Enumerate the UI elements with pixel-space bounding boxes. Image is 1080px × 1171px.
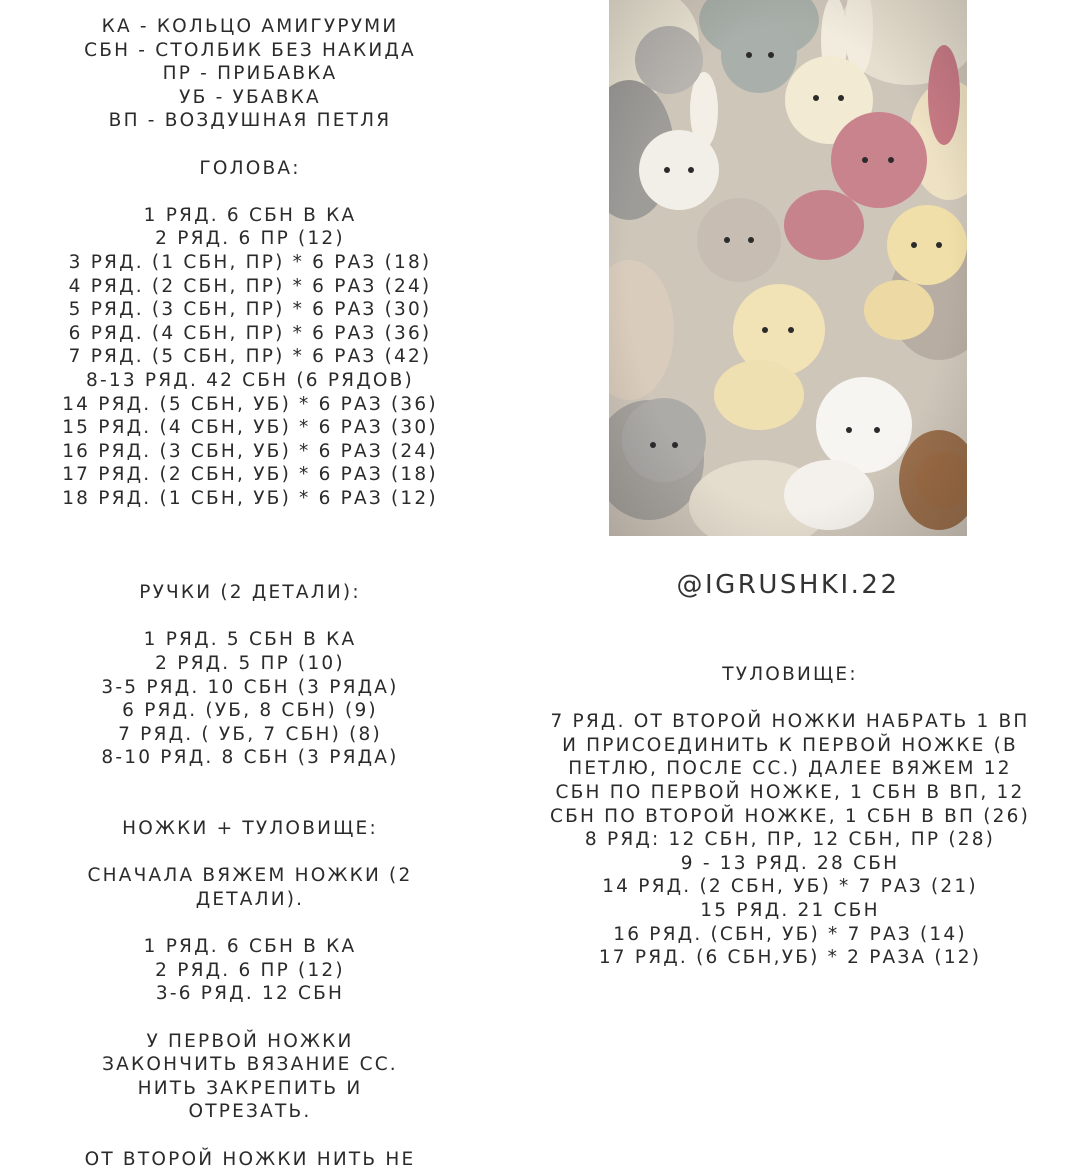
head-row: 18 РЯД. (1 СБН, УБ) * 6 РАЗ (12) xyxy=(0,487,500,511)
legs-row: 3-6 РЯД. 12 СБН xyxy=(0,982,500,1006)
legend-block xyxy=(0,15,500,133)
arms-row: 2 РЯД. 5 ПР (10) xyxy=(0,652,500,676)
head-row: 1 РЯД. 6 СБН В КА xyxy=(0,204,500,228)
head-row: 2 РЯД. 6 ПР (12) xyxy=(0,227,500,251)
body-row: 9 - 13 РЯД. 28 СБН xyxy=(515,852,1065,876)
left-column xyxy=(0,15,500,1171)
head-row: 7 РЯД. (5 СБН, ПР) * 6 РАЗ (42) xyxy=(0,345,500,369)
head-row: 17 РЯД. (2 СБН, УБ) * 6 РАЗ (18) xyxy=(0,463,500,487)
legs-note-line: ЗАКОНЧИТЬ ВЯЗАНИЕ СС. xyxy=(0,1053,500,1077)
legend-line: ВП - ВОЗДУШНАЯ ПЕТЛЯ xyxy=(0,109,500,133)
head-row: 15 РЯД. (4 СБН, УБ) * 6 РАЗ (30) xyxy=(0,416,500,440)
head-rows xyxy=(0,204,500,511)
body-row: 14 РЯД. (2 СБН, УБ) * 7 РАЗ (21) xyxy=(515,875,1065,899)
legend-line: КА - КОЛЬЦО АМИГУРУМИ xyxy=(0,15,500,39)
body-row: СБН ПО ПЕРВОЙ НОЖКЕ, 1 СБН В ВП, 12 xyxy=(515,781,1065,805)
body-row: 17 РЯД. (6 СБН,УБ) * 2 РАЗА (12) xyxy=(515,946,1065,970)
legs-intro-line: ДЕТАЛИ). xyxy=(0,888,500,912)
body-row: 8 РЯД: 12 СБН, ПР, 12 СБН, ПР (28) xyxy=(515,828,1065,852)
legend-line: УБ - УБАВКА xyxy=(0,86,500,110)
head-row: 14 РЯД. (5 СБН, УБ) * 6 РАЗ (36) xyxy=(0,393,500,417)
legs-row: 2 РЯД. 6 ПР (12) xyxy=(0,959,500,983)
head-row: 8-13 РЯД. 42 СБН (6 РЯДОВ) xyxy=(0,369,500,393)
right-column xyxy=(515,663,1065,970)
legs-note2-line: ОТ ВТОРОЙ НОЖКИ НИТЬ НЕ xyxy=(0,1148,500,1171)
body-row: 15 РЯД. 21 СБН xyxy=(515,899,1065,923)
head-row: 3 РЯД. (1 СБН, ПР) * 6 РАЗ (18) xyxy=(0,251,500,275)
body-row: ПЕТЛЮ, ПОСЛЕ СС.) ДАЛЕЕ ВЯЖЕМ 12 xyxy=(515,757,1065,781)
legend-line: ПР - ПРИБАВКА xyxy=(0,62,500,86)
arms-row: 3-5 РЯД. 10 СБН (3 РЯДА) xyxy=(0,676,500,700)
head-row: 4 РЯД. (2 СБН, ПР) * 6 РАЗ (24) xyxy=(0,275,500,299)
arms-row: 8-10 РЯД. 8 СБН (3 РЯДА) xyxy=(0,746,500,770)
head-row: 5 РЯД. (3 СБН, ПР) * 6 РАЗ (30) xyxy=(0,298,500,322)
legs-note-line: ОТРЕЗАТЬ. xyxy=(0,1100,500,1124)
arms-row: 7 РЯД. ( УБ, 7 СБН) (8) xyxy=(0,723,500,747)
legs-intro-line: СНАЧАЛА ВЯЖЕМ НОЖКИ (2 xyxy=(0,864,500,888)
legs-note-line: У ПЕРВОЙ НОЖКИ xyxy=(0,1030,500,1054)
arms-rows xyxy=(0,628,500,770)
body-title: ТУЛОВИЩЕ: xyxy=(515,663,1065,687)
arms-row: 6 РЯД. (УБ, 8 СБН) (9) xyxy=(0,699,500,723)
legs-note-line: НИТЬ ЗАКРЕПИТЬ И xyxy=(0,1077,500,1101)
body-row: 7 РЯД. ОТ ВТОРОЙ НОЖКИ НАБРАТЬ 1 ВП xyxy=(515,710,1065,734)
body-row: И ПРИСОЕДИНИТЬ К ПЕРВОЙ НОЖКЕ (В xyxy=(515,734,1065,758)
toys-photo xyxy=(609,0,967,536)
body-rows xyxy=(515,710,1065,970)
author-handle: @IGRUSHKI.22 xyxy=(609,570,967,600)
legend-line: СБН - СТОЛБИК БЕЗ НАКИДА xyxy=(0,39,500,63)
arms-row: 1 РЯД. 5 СБН В КА xyxy=(0,628,500,652)
head-title: ГОЛОВА: xyxy=(0,157,500,181)
arms-title: РУЧКИ (2 ДЕТАЛИ): xyxy=(0,581,500,605)
head-row: 6 РЯД. (4 СБН, ПР) * 6 РАЗ (36) xyxy=(0,322,500,346)
legs-title: НОЖКИ + ТУЛОВИЩЕ: xyxy=(0,817,500,841)
head-row: 16 РЯД. (3 СБН, УБ) * 6 РАЗ (24) xyxy=(0,440,500,464)
body-row: 16 РЯД. (СБН, УБ) * 7 РАЗ (14) xyxy=(515,923,1065,947)
legs-row: 1 РЯД. 6 СБН В КА xyxy=(0,935,500,959)
body-row: СБН ПО ВТОРОЙ НОЖКЕ, 1 СБН В ВП (26) xyxy=(515,805,1065,829)
